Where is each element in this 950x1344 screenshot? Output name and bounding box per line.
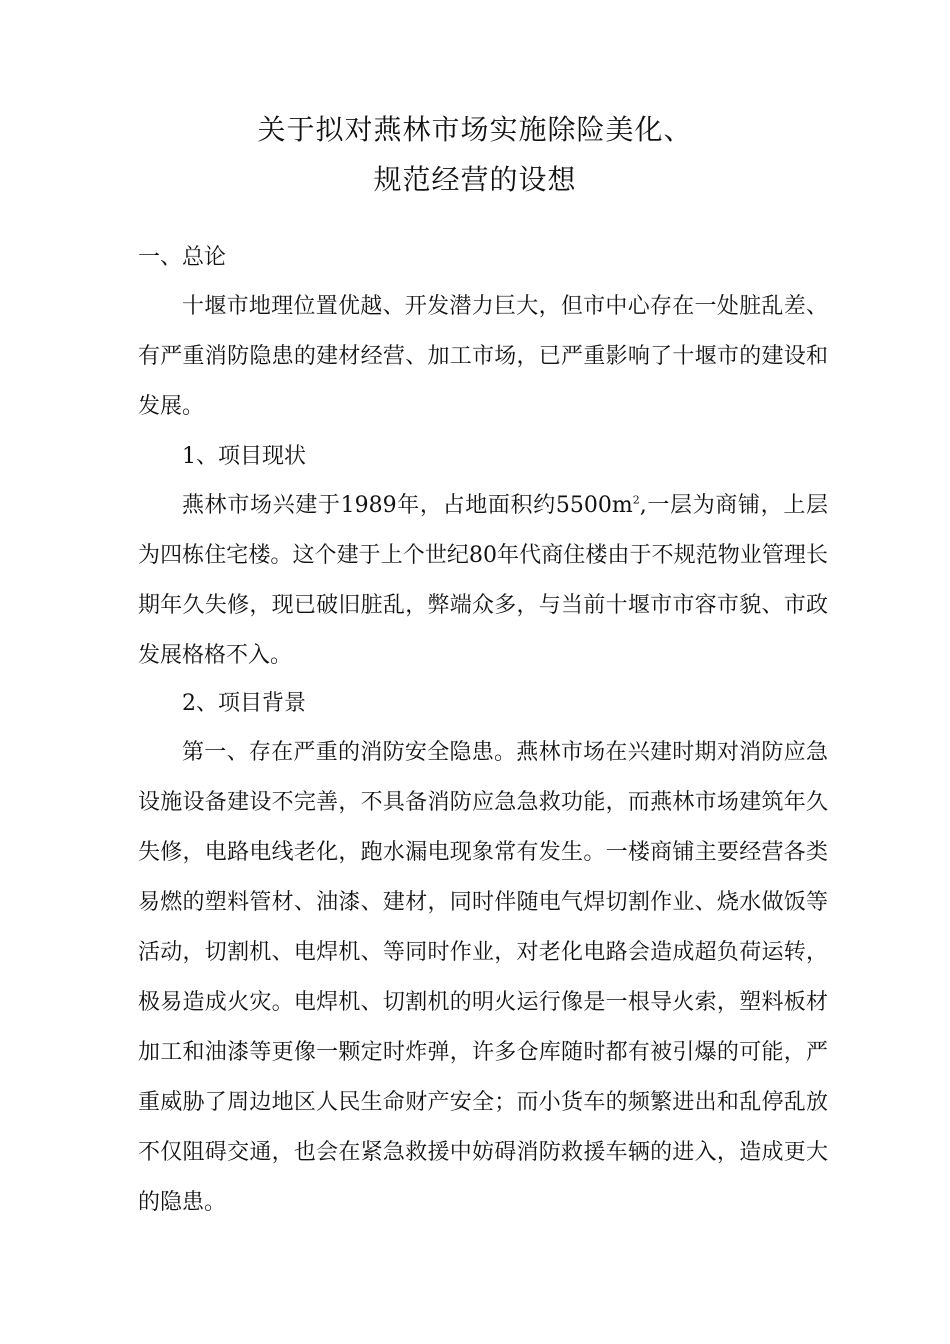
- section-heading-general: 一、总论: [138, 245, 227, 270]
- status-paragraph-part-1: 燕林市场兴建于1989年，占地面积约5500m: [182, 493, 633, 518]
- subsection-heading-background: 2、项目背景: [182, 691, 306, 716]
- status-paragraph: [138, 481, 828, 681]
- subsection-heading-status: 1、项目现状: [182, 444, 306, 469]
- status-paragraph-part-2: ,一层为商铺，上层为四栋住宅楼。这个建于上个世纪80年代商住楼由于不规范物业管理长期年久失修，现已破旧脏乱，弊端众多，与当前十堰市市容市貌、市政发展格格不入。: [138, 493, 828, 668]
- background-paragraph: 第一、存在严重的消防安全隐患。燕林市场在兴建时期对消防应急设施设备建设不完善，不具备消防应急急救功能，而燕林市场建筑年久失修，电路电线老化，跑水漏电现象常有发生。一楼商铺主要经营各类易燃的塑料管材、油漆、建材，同时伴随电气焊切割作业、烧水做饭等活动，切割机、电焊机、等同时作业，对老化电路会造成超负荷运转，极易造成火灾。电焊机、切割机的明火运行像是一根导火索，塑料板材加工和油漆等更像一颗定时炸弹，许多仓库随时都有被引爆的可能，严重威胁了周边地区人民生命财产安全；而小货车的频繁进出和乱停乱放不仅阻碍交通，也会在紧急救援中妨碍消防救援车辆的进入，造成更大的隐患。: [138, 740, 828, 1215]
- document-title-line-1: 关于拟对燕林市场实施除险美化、: [257, 113, 693, 146]
- document-title-line-2: 规范经营的设想: [373, 163, 577, 196]
- intro-paragraph: 十堰市地理位置优越、开发潜力巨大，但市中心存在一处脏乱差、有严重消防隐患的建材经营、加工市场，已严重影响了十堰市的建设和发展。: [138, 294, 828, 419]
- area-superscript: 2: [632, 493, 640, 507]
